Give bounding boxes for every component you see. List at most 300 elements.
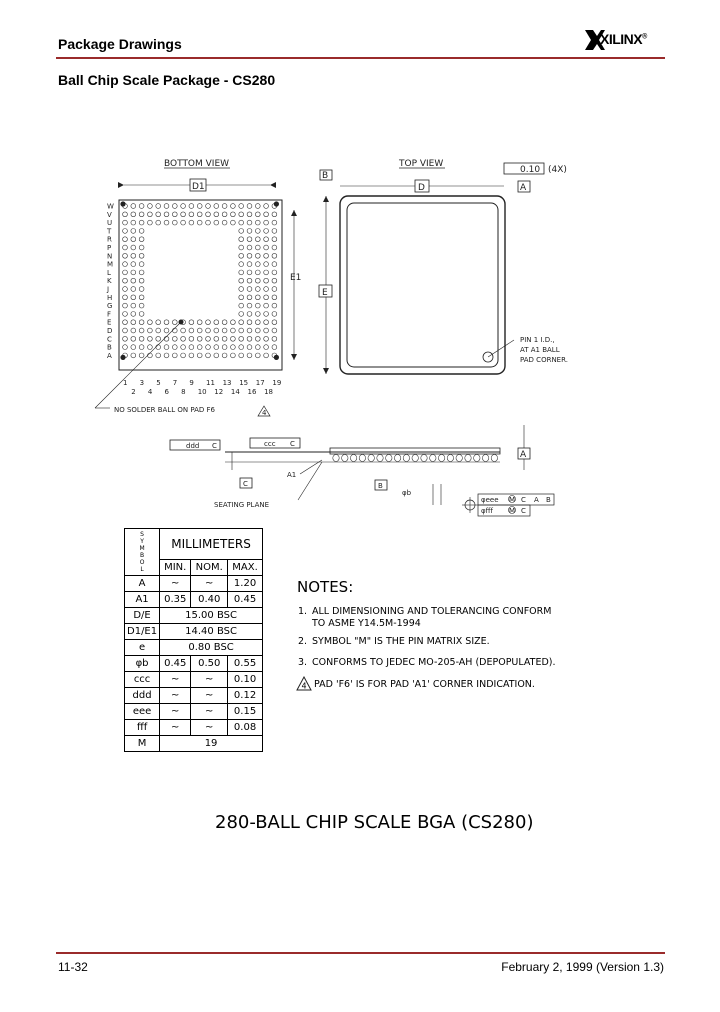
row-letter: U (107, 219, 113, 228)
solder-ball (231, 220, 236, 225)
column-number: 17 (255, 379, 265, 387)
row-symbol: D/E (125, 608, 160, 624)
row-letter: E (107, 318, 112, 327)
dim-e1-label: E1 (290, 273, 302, 283)
solder-ball (172, 220, 177, 225)
solder-ball (247, 320, 252, 325)
solder-ball (123, 295, 128, 300)
solder-ball (139, 287, 144, 292)
solder-ball (131, 345, 136, 350)
column-number: 10 (197, 388, 207, 396)
solder-ball (197, 328, 202, 333)
column-number: 1 (123, 379, 128, 387)
dim-d-label: D (418, 183, 425, 193)
solder-ball (231, 353, 236, 358)
svg-text:M: M (509, 496, 516, 504)
table-row (125, 624, 263, 640)
datum-a-label: A (520, 183, 527, 193)
solder-ball (247, 229, 252, 234)
page-number: 11-32 (58, 960, 88, 974)
corner-marker (120, 355, 125, 360)
pin1-note-3: PAD CORNER. (520, 356, 568, 364)
solder-ball (131, 253, 136, 258)
fcf-fff: φfff (481, 507, 493, 515)
dim-e-label: E (322, 288, 328, 298)
row-max: 0.08 (228, 720, 263, 736)
row-letter: T (107, 227, 112, 236)
note-2: SYMBOL "M" IS THE PIN MATRIX SIZE. (312, 636, 490, 647)
row-symbol: e (125, 640, 160, 656)
solder-ball (123, 287, 128, 292)
solder-ball (172, 353, 177, 358)
solder-ball (139, 237, 144, 242)
solder-ball (255, 229, 260, 234)
solder-ball (148, 328, 153, 333)
solder-ball (189, 320, 194, 325)
solder-ball (264, 278, 269, 283)
solder-ball (123, 237, 128, 242)
solder-ball (247, 287, 252, 292)
solder-ball (272, 287, 277, 292)
side-ball (368, 455, 374, 462)
solder-ball (222, 220, 227, 225)
row-bsc-value: 19 (160, 736, 263, 752)
solder-ball (264, 212, 269, 217)
solder-ball (264, 287, 269, 292)
solder-ball (247, 220, 252, 225)
row-symbol: eee (125, 704, 160, 720)
solder-ball (264, 220, 269, 225)
solder-ball (264, 204, 269, 209)
solder-ball (123, 328, 128, 333)
solder-ball (131, 262, 136, 267)
label-phi-b: φb (402, 489, 412, 497)
solder-ball (148, 336, 153, 341)
row-letter: G (107, 302, 113, 311)
solder-ball (239, 204, 244, 209)
row-min: ~ (160, 688, 191, 704)
row-letter: W (107, 202, 114, 211)
solder-ball (189, 220, 194, 225)
solder-ball (272, 237, 277, 242)
solder-ball (247, 237, 252, 242)
solder-ball (255, 345, 260, 350)
solder-ball (189, 212, 194, 217)
solder-ball (264, 245, 269, 250)
solder-ball (123, 212, 128, 217)
solder-ball (264, 328, 269, 333)
row-letter: P (107, 244, 112, 252)
row-letter: V (107, 210, 112, 219)
solder-ball (255, 278, 260, 283)
solder-ball (272, 278, 277, 283)
solder-ball (222, 353, 227, 358)
solder-ball (123, 345, 128, 350)
solder-ball (222, 204, 227, 209)
solder-ball (139, 270, 144, 275)
solder-ball (131, 287, 136, 292)
solder-ball (148, 345, 153, 350)
row-letter: M (107, 260, 114, 269)
row-symbol: D1/E1 (125, 624, 160, 640)
solder-ball (231, 320, 236, 325)
solder-ball (139, 336, 144, 341)
corner-marker (120, 201, 125, 206)
corner-marker (274, 201, 279, 206)
solder-ball (255, 204, 260, 209)
column-number: 18 (264, 388, 274, 396)
column-number: 7 (172, 379, 178, 387)
solder-ball (197, 320, 202, 325)
solder-ball (164, 204, 169, 209)
solder-ball (214, 345, 219, 350)
solder-ball (264, 312, 269, 317)
solder-ball (181, 345, 186, 350)
solder-ball (255, 287, 260, 292)
row-bsc-value: 15.00 BSC (160, 608, 263, 624)
solder-ball (255, 270, 260, 275)
solder-ball (272, 328, 277, 333)
row-letter: B (107, 343, 112, 352)
table-row (125, 608, 263, 624)
solder-ball (247, 328, 252, 333)
solder-ball (247, 345, 252, 350)
solder-ball (131, 328, 136, 333)
column-number: 9 (189, 379, 194, 387)
label-a1: A1 (287, 471, 297, 479)
solder-ball (214, 204, 219, 209)
solder-ball (239, 245, 244, 250)
flatness-count: (4X) (548, 165, 567, 175)
solder-ball (247, 295, 252, 300)
solder-ball (172, 320, 177, 325)
solder-ball (239, 237, 244, 242)
solder-ball (239, 295, 244, 300)
column-number: 14 (230, 388, 240, 396)
footer-rule (56, 952, 665, 954)
solder-ball (131, 237, 136, 242)
solder-ball (123, 336, 128, 341)
solder-ball (239, 287, 244, 292)
solder-ball (139, 328, 144, 333)
solder-ball (164, 353, 169, 358)
column-numbers-top (123, 379, 281, 387)
unit-header: MILLIMETERS (160, 529, 263, 560)
svg-text:C: C (212, 442, 217, 450)
solder-ball (131, 295, 136, 300)
solder-ball (272, 253, 277, 258)
solder-ball (255, 237, 260, 242)
solder-ball (181, 328, 186, 333)
solder-ball (156, 336, 161, 341)
column-number: 15 (239, 379, 249, 387)
solder-ball (164, 336, 169, 341)
row-min: ~ (160, 720, 191, 736)
table-row (125, 592, 263, 608)
flatness-value: 0.10 (520, 165, 541, 175)
solder-ball (247, 336, 252, 341)
svg-text:M: M (509, 507, 516, 515)
solder-ball (172, 204, 177, 209)
side-ball (456, 455, 462, 462)
solder-ball (247, 212, 252, 217)
solder-ball (247, 262, 252, 267)
solder-ball (206, 336, 211, 341)
solder-ball (156, 212, 161, 217)
solder-ball (148, 204, 153, 209)
solder-ball (264, 295, 269, 300)
table-row (125, 688, 263, 704)
solder-ball (214, 328, 219, 333)
row-symbol: φb (125, 656, 160, 672)
row-letter: D (107, 327, 113, 335)
solder-ball (222, 212, 227, 217)
row-letter: L (107, 268, 111, 277)
solder-ball (156, 220, 161, 225)
row-letter: F (107, 310, 112, 319)
table-row (125, 720, 263, 736)
svg-text:4: 4 (262, 409, 267, 417)
solder-ball (139, 204, 144, 209)
solder-ball (255, 212, 260, 217)
row-max: 0.12 (228, 688, 263, 704)
row-min: ~ (160, 704, 191, 720)
svg-text:C: C (521, 507, 526, 515)
solder-ball (123, 253, 128, 258)
solder-ball (239, 353, 244, 358)
side-ball (438, 455, 444, 462)
solder-ball (172, 328, 177, 333)
solder-ball (148, 353, 153, 358)
solder-ball (189, 328, 194, 333)
solder-ball (123, 278, 128, 283)
solder-ball (206, 320, 211, 325)
solder-ball (172, 336, 177, 341)
side-ball (394, 455, 400, 462)
solder-ball (123, 262, 128, 267)
row-min: ~ (160, 576, 191, 592)
pin1-note-2: AT A1 BALL (520, 346, 560, 354)
solder-ball (247, 312, 252, 317)
solder-ball (214, 336, 219, 341)
row-nom: ~ (191, 576, 228, 592)
solder-ball (156, 328, 161, 333)
solder-ball (239, 262, 244, 267)
solder-ball (255, 295, 260, 300)
side-datum-c: C (243, 480, 248, 488)
table-row (125, 656, 263, 672)
solder-ball (239, 345, 244, 350)
solder-ball (247, 303, 252, 308)
row-nom: ~ (191, 704, 228, 720)
solder-ball (272, 262, 277, 267)
column-number: 13 (222, 379, 232, 387)
side-ball (350, 455, 356, 462)
svg-text:C: C (290, 440, 295, 448)
pin1-note-1: PIN 1 I.D., (520, 336, 555, 344)
solder-ball (239, 253, 244, 258)
solder-ball (272, 345, 277, 350)
solder-ball (172, 212, 177, 217)
solder-ball (239, 212, 244, 217)
row-nom: 0.50 (191, 656, 228, 672)
solder-ball (239, 320, 244, 325)
solder-ball (164, 212, 169, 217)
page-title: Ball Chip Scale Package - CS280 (58, 72, 276, 88)
solder-ball (231, 204, 236, 209)
solder-ball (148, 320, 153, 325)
top-view-label: TOP VIEW (399, 159, 444, 169)
solder-ball (272, 212, 277, 217)
solder-ball (247, 204, 252, 209)
fcf-ddd: ddd (186, 442, 200, 450)
row-max: 0.10 (228, 672, 263, 688)
solder-ball (139, 253, 144, 258)
column-number: 19 (272, 379, 282, 387)
notes-heading: NOTES: (297, 578, 354, 596)
solder-ball (131, 245, 136, 250)
solder-ball (264, 336, 269, 341)
solder-ball (148, 220, 153, 225)
solder-ball (123, 312, 128, 317)
solder-ball (247, 253, 252, 258)
side-ball (447, 455, 453, 462)
solder-ball (206, 328, 211, 333)
solder-ball (247, 278, 252, 283)
row-letter: C (107, 335, 112, 344)
solder-ball (189, 345, 194, 350)
row-symbol: fff (125, 720, 160, 736)
solder-ball (255, 262, 260, 267)
row-symbol: ddd (125, 688, 160, 704)
solder-ball (197, 212, 202, 217)
row-min: 0.45 (160, 656, 191, 672)
side-ball (342, 455, 348, 462)
solder-ball (264, 353, 269, 358)
row-symbol: ccc (125, 672, 160, 688)
solder-ball (247, 245, 252, 250)
solder-ball (255, 328, 260, 333)
warning-triangle-icon (296, 676, 312, 691)
row-min: ~ (160, 672, 191, 688)
col-max: MAX. (228, 560, 263, 576)
row-nom: ~ (191, 688, 228, 704)
solder-ball (222, 320, 227, 325)
solder-ball (255, 312, 260, 317)
solder-ball (264, 229, 269, 234)
row-nom: ~ (191, 720, 228, 736)
solder-ball (247, 353, 252, 358)
note-1-cont: TO ASME Y14.5M-1994 (312, 618, 421, 629)
column-number: 12 (214, 388, 224, 396)
solder-ball (197, 220, 202, 225)
solder-ball (272, 220, 277, 225)
solder-ball (255, 303, 260, 308)
symbol-header: S Y M B O L (125, 529, 160, 576)
solder-ball (156, 345, 161, 350)
dimension-table (124, 528, 263, 752)
row-symbol: A (125, 576, 160, 592)
solder-ball (206, 212, 211, 217)
row-letter: K (107, 277, 112, 286)
row-bsc-value: 14.40 BSC (160, 624, 263, 640)
brand-name: XILINX® (600, 31, 647, 47)
solder-ball (231, 328, 236, 333)
solder-ball (272, 245, 277, 250)
solder-ball (239, 312, 244, 317)
solder-ball (181, 353, 186, 358)
row-nom: ~ (191, 672, 228, 688)
row-nom: 0.40 (191, 592, 228, 608)
solder-ball (131, 336, 136, 341)
solder-ball (131, 270, 136, 275)
header-section-title: Package Drawings (58, 36, 182, 52)
solder-ball (164, 220, 169, 225)
figure-caption: 280-BALL CHIP SCALE BGA (CS280) (215, 812, 534, 833)
table-row (125, 640, 263, 656)
solder-ball (264, 253, 269, 258)
solder-ball (139, 245, 144, 250)
row-max: 0.15 (228, 704, 263, 720)
corner-marker (274, 355, 279, 360)
solder-ball (197, 345, 202, 350)
solder-ball (164, 320, 169, 325)
svg-text:C: C (521, 496, 526, 504)
solder-ball (206, 220, 211, 225)
solder-ball (214, 212, 219, 217)
side-ball (474, 455, 480, 462)
table-row (125, 704, 263, 720)
side-ball (386, 455, 392, 462)
table-row (125, 736, 263, 752)
solder-ball (264, 237, 269, 242)
solder-ball (148, 212, 153, 217)
note-4: PAD 'F6' IS FOR PAD 'A1' CORNER INDICATION. (314, 679, 535, 690)
solder-ball (222, 345, 227, 350)
bottom-view-label: BOTTOM VIEW (164, 159, 230, 169)
row-bsc-value: 0.80 BSC (160, 640, 263, 656)
solder-ball (139, 229, 144, 234)
row-min: 0.35 (160, 592, 191, 608)
row-letters (106, 203, 114, 360)
row-letter: J (107, 285, 110, 294)
solder-ball (131, 312, 136, 317)
solder-ball (139, 295, 144, 300)
solder-ball (255, 336, 260, 341)
row-symbol: M (125, 736, 160, 752)
solder-ball (131, 353, 136, 358)
solder-ball (239, 229, 244, 234)
solder-ball (139, 278, 144, 283)
column-number: 16 (247, 388, 257, 396)
no-solder-note: NO SOLDER BALL ON PAD F6 (114, 406, 215, 414)
solder-ball (264, 320, 269, 325)
row-symbol: A1 (125, 592, 160, 608)
solder-ball (131, 229, 136, 234)
solder-ball (214, 220, 219, 225)
svg-text:4: 4 (301, 681, 307, 691)
side-label-e: B (378, 482, 383, 490)
solder-ball (189, 204, 194, 209)
solder-ball (247, 270, 252, 275)
solder-ball (272, 320, 277, 325)
solder-ball (123, 303, 128, 308)
solder-ball (272, 270, 277, 275)
side-view-balls (333, 455, 498, 462)
solder-ball (214, 320, 219, 325)
column-number: 2 (131, 388, 136, 396)
solder-ball (239, 336, 244, 341)
